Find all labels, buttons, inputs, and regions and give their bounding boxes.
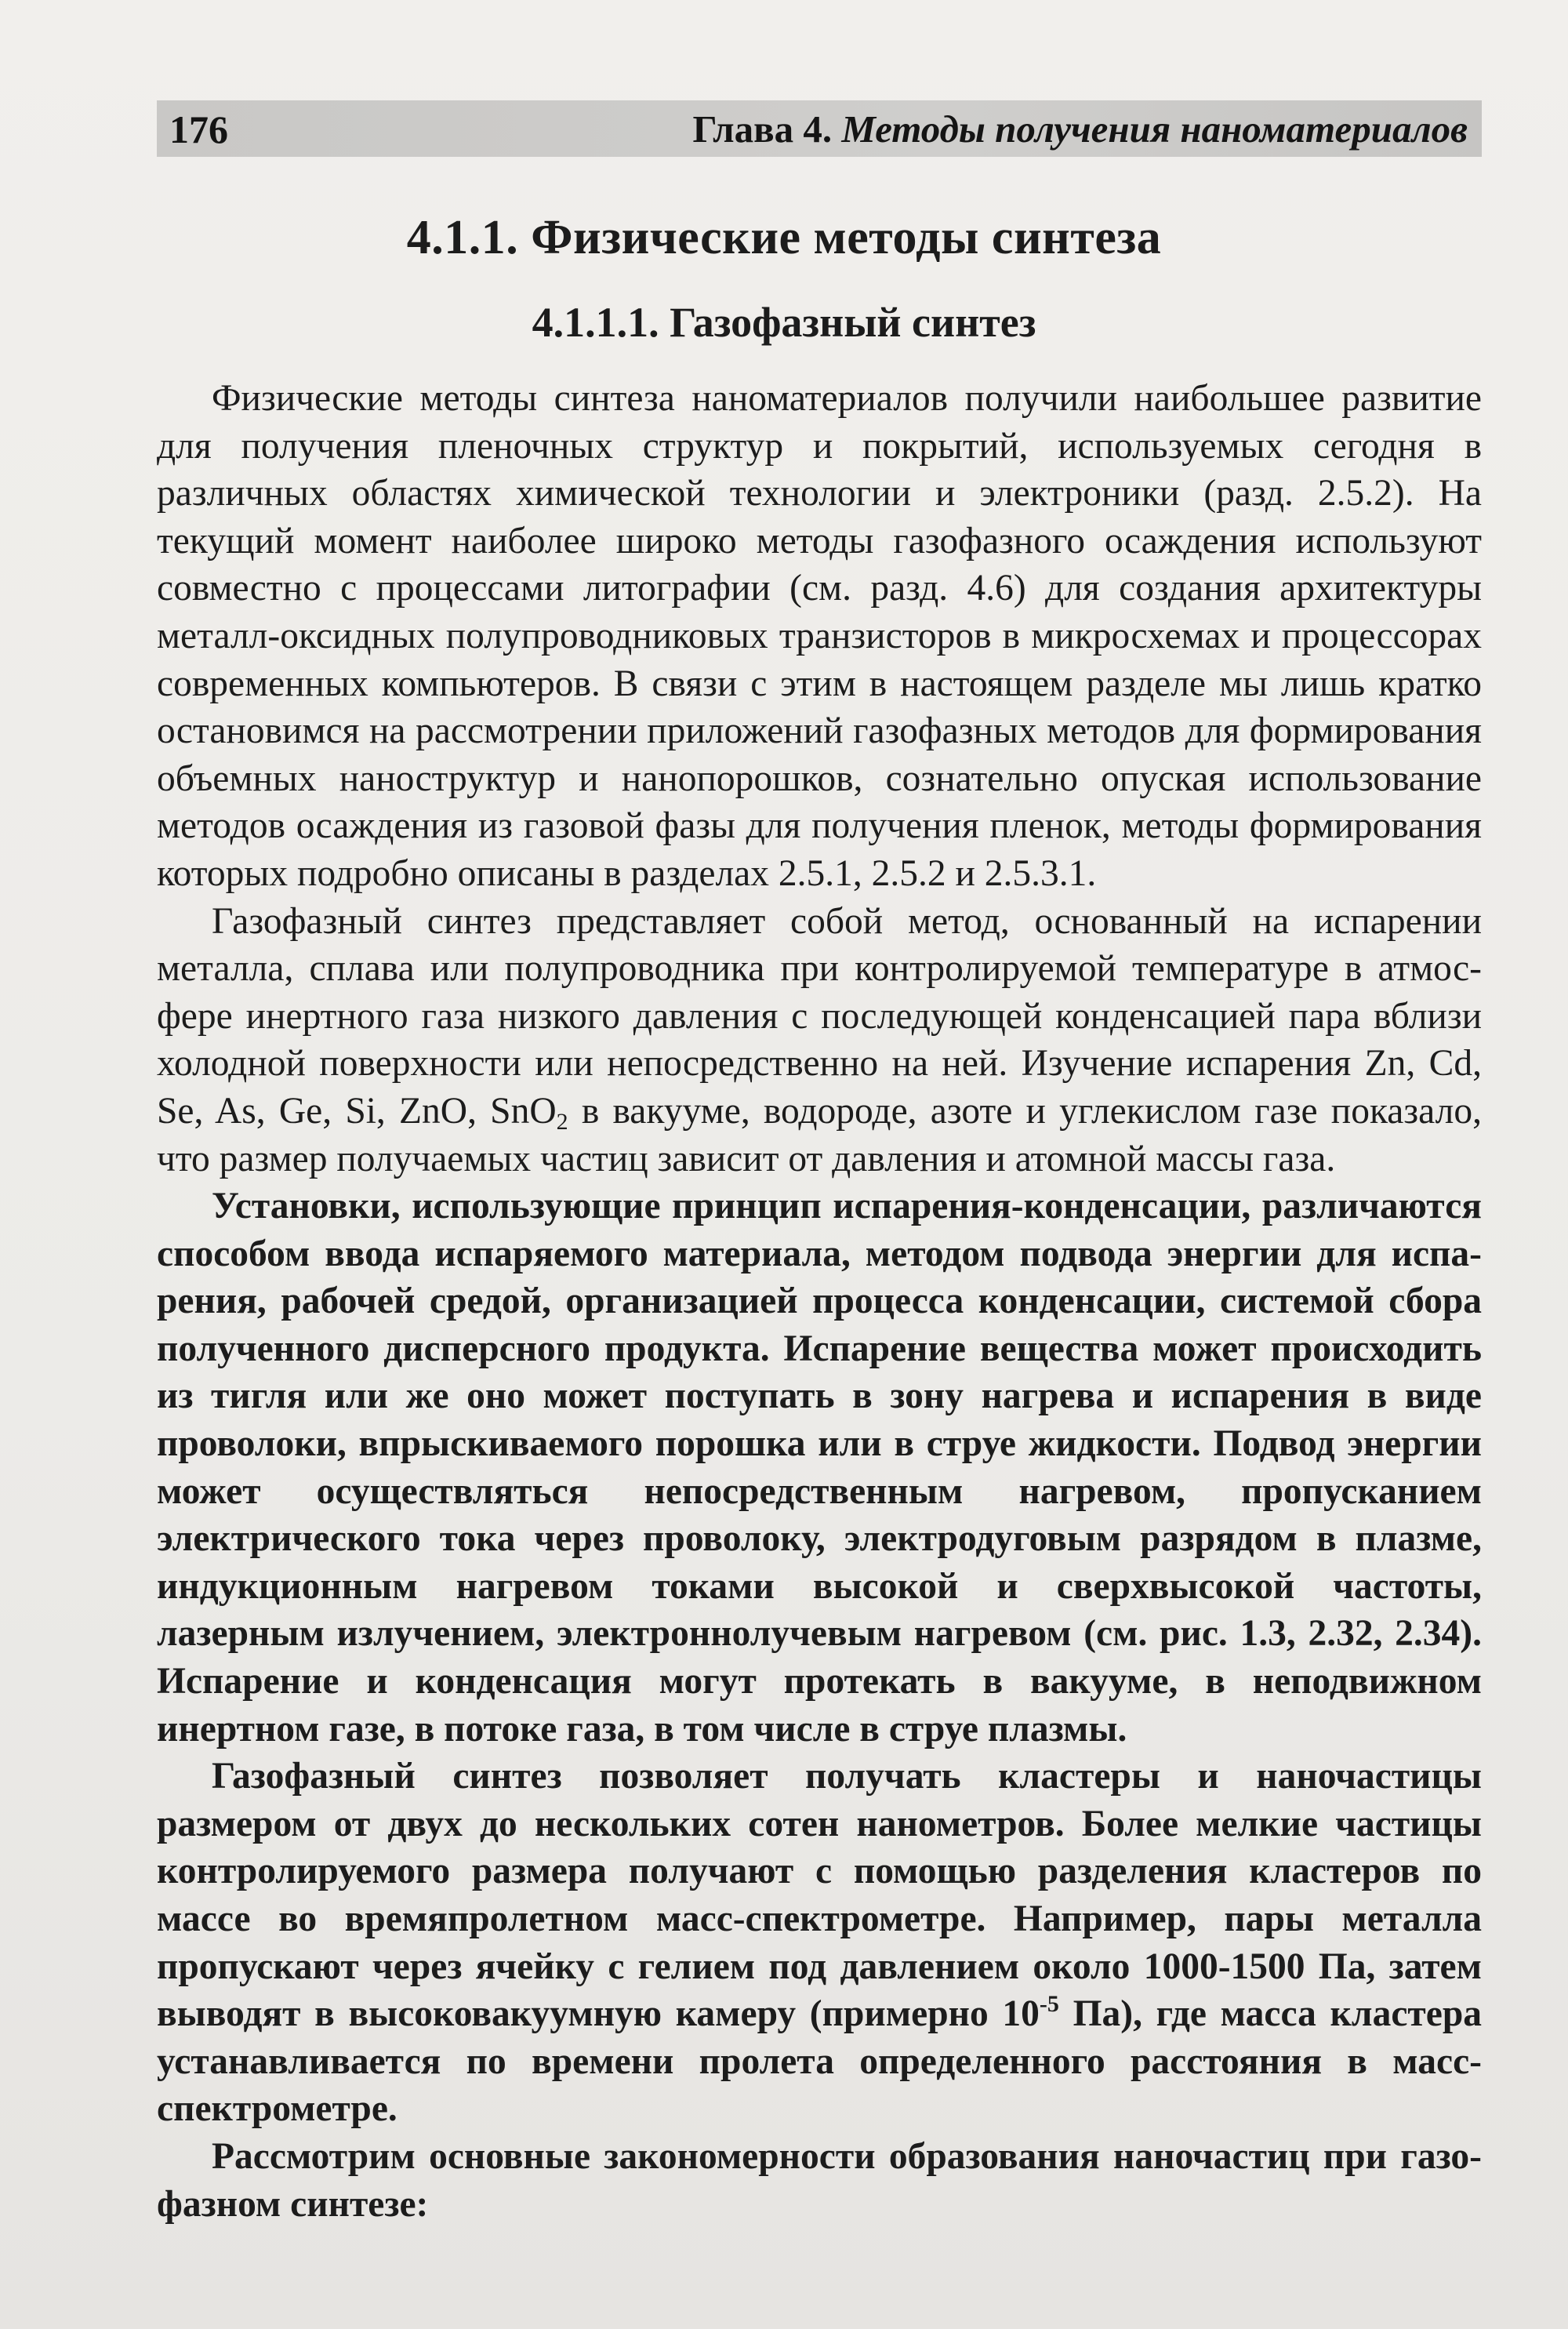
paragraph-4-part-a: Газофазный синтез позволяет получать кластеры и наночастицы размером от двух до нескольких сотен нанометров. Более мелкие частицы контролируемого размера получают с помощью разделения кластеров по массе во времяпролетном масс-спектрометре. Например, пары металла пропускают через ячейку с гелием под давлением около 1000-1500 Па, затем выводят в высоковакуумную камеру (примерно 10 (157, 1756, 1482, 2035)
page-number: 176 (169, 107, 228, 151)
chapter-name: Методы получения наноматериалов (841, 107, 1468, 151)
paragraph-4-part-b: Па), где масса кластера устанавливается по времени пролета определенного расстояния в масс-спектрометре. (157, 1993, 1482, 2130)
chapter-prefix: Глава 4. (692, 107, 833, 151)
paragraph-1: Физические методы синтеза наноматериалов получили наибольшее развитие для получения пленочных структур и покрытий, используемых сегодня в различных областях химической технологии и электроники (разд. 2.5.2). На текущий момент наиболее широко методы газофазного осаждения используют совместно с процессами литографии (см. разд. 4.6) для создания архитектуры металл-оксидных полупроводниковых транзисторов в микросхемах и процессорах современных компьютеров. В связи с этим в настоящем разделе мы лишь кратко остановимся на рассмотрении приложений газофазных методов для формирования объемных наноструктур и нанопорошков, сознательно опуская использование методов осаждения из газовой фазы для получения пленок, методы формирования которых подробно описаны в разделах 2.5.1, 2.5.2 и 2.5.3.1. (157, 378, 1482, 894)
section-heading: 4.1.1. Физические методы синтеза (406, 211, 1162, 264)
paragraph-2 (157, 898, 1482, 1183)
chapter-title (692, 107, 1468, 151)
paragraph-2-part-a: Газофазный синтез представляет собой метод, основанный на испарении металла, сплава или полупроводника при контролируемой температуре в атмосфере инертного газа низкого давления с последующей конденсацией пара вблизи холодной поверхности или непосредственно на ней. Изучение испарения Zn, Cd, Se, As, Ge, Si, ZnO, SnO (157, 900, 1482, 1132)
exponent-minus-5: -5 (1039, 1991, 1059, 2018)
paragraph-5: Рассмотрим основные закономерности образования наночастиц при газофазном синтезе: (157, 2135, 1482, 2225)
paragraph-2-part-b: в вакууме, водороде, азоте и углекислом газе показало, что размер получаемых частиц зависит от давления и атомной массы газа. (157, 1090, 1482, 1179)
paragraph-3: Установки, использующие принцип испарения-конденсации, различаются способом ввода испаряемого материала, методом подвода энергии для испарения, рабочей средой, организацией процесса конденсации, системой сбора полученного дисперсного продукта. Испарение вещества может происходить из тигля или же оно может поступать в зону нагрева и испарения в виде проволоки, впрыскиваемого порошка или в струе жидкости. Подвод энергии может осуществляться непосредственным нагревом, пропусканием электрического тока через проволоку, электродуговым разрядом в плазме, индукционным нагревом токами высокой и сверхвысокой частоты, лазерным излучением, электроннолучевым нагревом (см. рис. 1.3, 2.32, 2.34). Испарение и конденсация могут протекать в вакууме, в неподвижном инертном газе, в потоке газа, в том числе в струе плазмы. (157, 1186, 1482, 1749)
running-header (157, 100, 1482, 157)
body-text (157, 375, 1482, 2228)
paragraph-4 (157, 1753, 1482, 2133)
subsection-heading: 4.1.1.1. Газофазный синтез (532, 299, 1036, 346)
subscript-2: 2 (556, 1108, 568, 1135)
